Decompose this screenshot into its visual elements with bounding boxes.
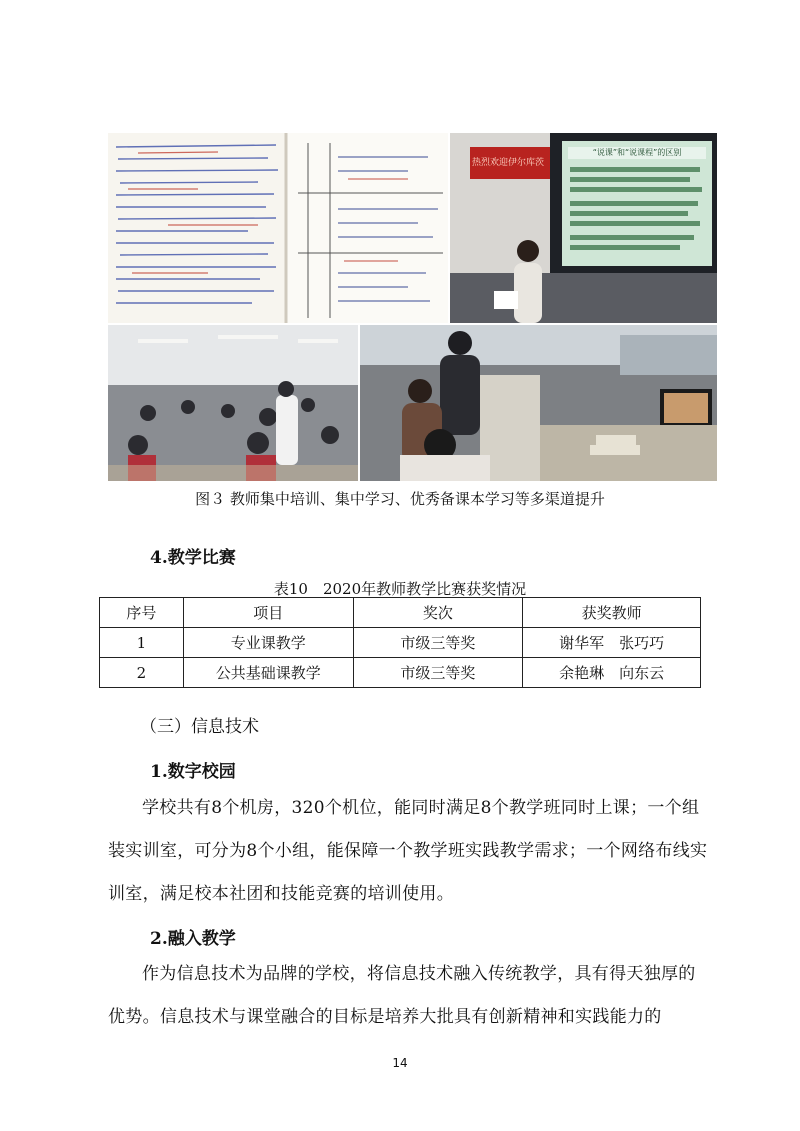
award-table [99, 597, 701, 688]
header-serial: 序号 [100, 598, 184, 628]
office-illustration [360, 325, 717, 481]
office-photo [360, 325, 717, 481]
cell-award-level: 市级三等奖 [353, 658, 523, 688]
cell-award-level: 市级三等奖 [353, 628, 523, 658]
subsection-heading-digital-campus: 1.数字校园 [150, 762, 236, 782]
figure-caption: 图３ 教师集中培训、集中学习、优秀备课本学习等多渠道提升 [195, 490, 605, 508]
cell-project: 专业课教学 [183, 628, 353, 658]
header-award-level: 奖次 [353, 598, 523, 628]
cell-serial: 2 [100, 658, 184, 688]
welcome-banner-text: 热烈欢迎伊尔库茨 [472, 158, 545, 168]
header-project: 项目 [183, 598, 353, 628]
classroom-photo [108, 325, 358, 481]
section-heading-teaching-competition: 4.教学比赛 [150, 548, 236, 568]
section-heading-information-technology: （三）信息技术 [140, 717, 259, 737]
lesson-plan-notebook-photo [108, 133, 448, 323]
table-row [100, 628, 701, 658]
cell-serial: 1 [100, 628, 184, 658]
presentation-photo [450, 133, 717, 323]
table-title: 表10 2020年教师教学比赛获奖情况 [273, 580, 527, 598]
header-teachers: 获奖教师 [523, 598, 701, 628]
cell-teachers: 谢华军 张巧巧 [523, 628, 701, 658]
cell-teachers: 余艳琳 向东云 [523, 658, 701, 688]
paragraph-digital-campus: 学校共有8个机房，320个机位，能同时满足8个教学班同时上课；一个组装实训室，可分为8个小组，能保障一个教学班实践教学需求；一个网络布线实训室，满足校本社团和技能竞赛的培训使用。 [108, 798, 708, 904]
slide-title-text: “说课”和“说课程”的区别 [592, 148, 682, 157]
page-number: 14 [392, 1056, 408, 1070]
subsection-heading-integration-teaching: 2.融入教学 [150, 929, 236, 949]
table-row [100, 658, 701, 688]
notebook-illustration [108, 133, 448, 323]
classroom-illustration [108, 325, 358, 481]
paragraph-integration-teaching: 作为信息技术为品牌的学校，将信息技术融入传统教学，具有得天独厚的优势。信息技术与课堂融合的目标是培养大批具有创新精神和实践能力的 [108, 964, 696, 1027]
photo-collage [108, 133, 717, 481]
table-header-row [100, 598, 701, 628]
cell-project: 公共基础课教学 [183, 658, 353, 688]
